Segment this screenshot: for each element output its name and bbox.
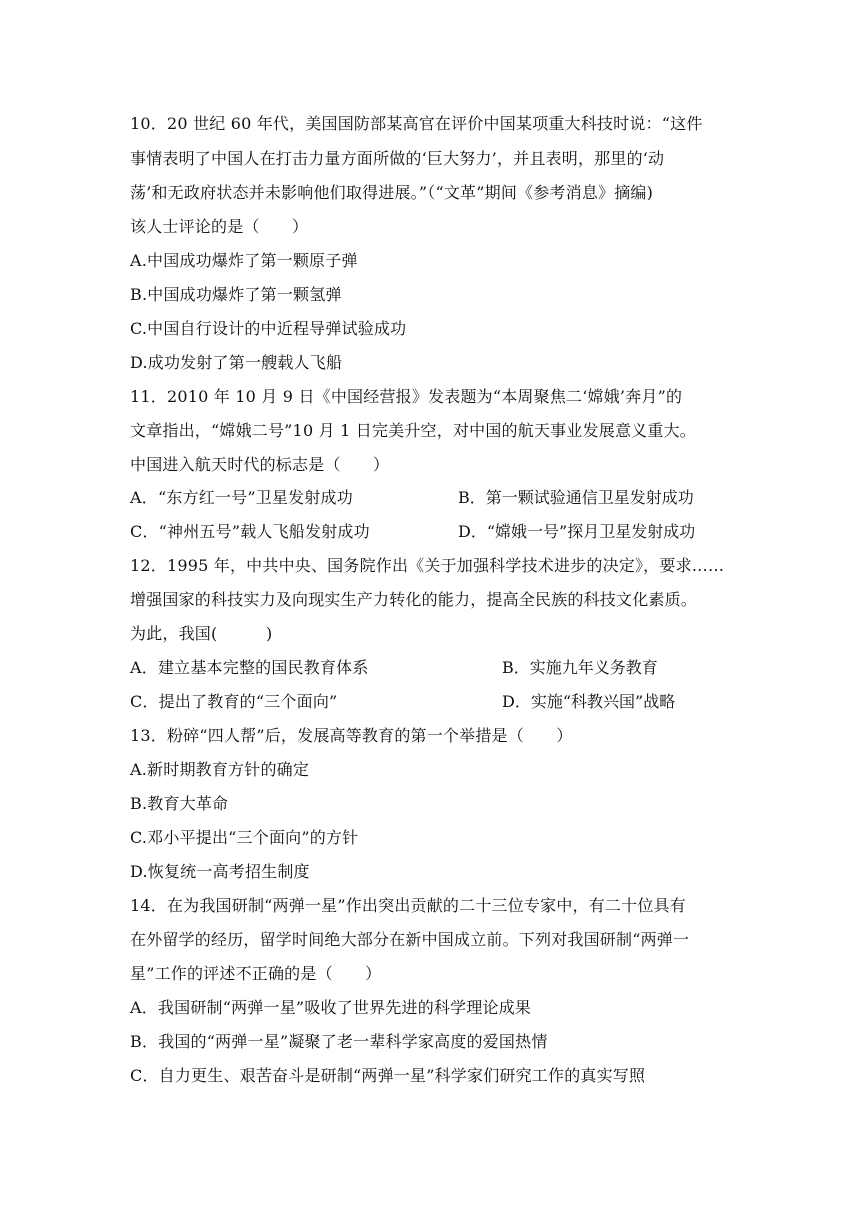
option-a: A.新时期教育方针的确定 [130, 760, 310, 779]
option-c: C．提出了教育的“三个面向” [130, 692, 338, 711]
question-text-line: 10．20 世纪 60 年代，美国国防部某高官在评价中国某项重大科技时说：“这件 [130, 114, 703, 133]
option-b: B．第一颗试验通信卫星发射成功 [458, 488, 694, 507]
option-a: A．“东方红一号”卫星发射成功 [130, 488, 353, 507]
question-text-line: 星”工作的评述不正确的是（ ） [130, 964, 382, 983]
option-b: B.中国成功爆炸了第一颗氢弹 [130, 285, 342, 304]
question-text-line: 中国进入航天时代的标志是（ ） [130, 455, 390, 474]
option-a: A.中国成功爆炸了第一颗原子弹 [130, 251, 358, 270]
question-text-line: 该人士评论的是（ ） [130, 217, 309, 236]
option-b: B．我国的“两弹一星”凝聚了老一辈科学家高度的爱国热情 [130, 1032, 548, 1051]
question-text-line: 文章指出，“嫦娥二号”10 月 1 日完美升空，对中国的航天事业发展意义重大。 [130, 421, 696, 440]
option-d: D.成功发射了第一艘载人飞船 [130, 353, 343, 372]
question-text-line: 增强国家的科技实力及向现实生产力转化的能力，提高全民族的科技文化素质。 [130, 590, 698, 609]
question-text-line: 14．在为我国研制“两弹一星”作出突出贡献的二十三位专家中，有二十位具有 [130, 896, 686, 915]
question-text-line: 为此，我国( ) [130, 624, 273, 643]
option-d: D．“嫦娥一号”探月卫星发射成功 [458, 522, 696, 541]
option-a: A．我国研制“两弹一星”吸收了世界先进的科学理论成果 [130, 998, 532, 1017]
question-text-line: 13．粉碎“四人帮”后，发展高等教育的第一个举措是（ ） [130, 726, 573, 745]
option-c: C.邓小平提出“三个面向”的方针 [130, 828, 359, 847]
option-c: C.中国自行设计的中近程导弹试验成功 [130, 319, 407, 338]
question-text-line: 荡’和无政府状态并未影响他们取得进展。”（“文革”期间《参考消息》摘编) [130, 183, 654, 202]
question-text-line: 12．1995 年，中共中央、国务院作出《关于加强科学技术进步的决定》，要求…… [130, 556, 725, 575]
question-text-line: 11．2010 年 10 月 9 日《中国经营报》发表题为“本周聚焦二‘嫦娥’奔月”的 [130, 387, 683, 406]
option-c: C．“神州五号”载人飞船发射成功 [130, 522, 370, 541]
option-a: A．建立基本完整的国民教育体系 [130, 658, 369, 677]
option-d: D.恢复统一高考招生制度 [130, 862, 310, 881]
question-text-line: 事情表明了中国人在打击力量方面所做的‘巨大努力’，并且表明，那里的‘动 [130, 149, 665, 168]
option-c: C．自力更生、艰苦奋斗是研制“两弹一星”科学家们研究工作的真实写照 [130, 1066, 646, 1085]
question-text-line: 在外留学的经历，留学时间绝大部分在新中国成立前。下列对我国研制“两弹一 [130, 930, 690, 949]
option-d: D．实施“科教兴国”战略 [502, 692, 676, 711]
option-b: B.教育大革命 [130, 794, 229, 813]
option-b: B．实施九年义务教育 [502, 658, 658, 677]
